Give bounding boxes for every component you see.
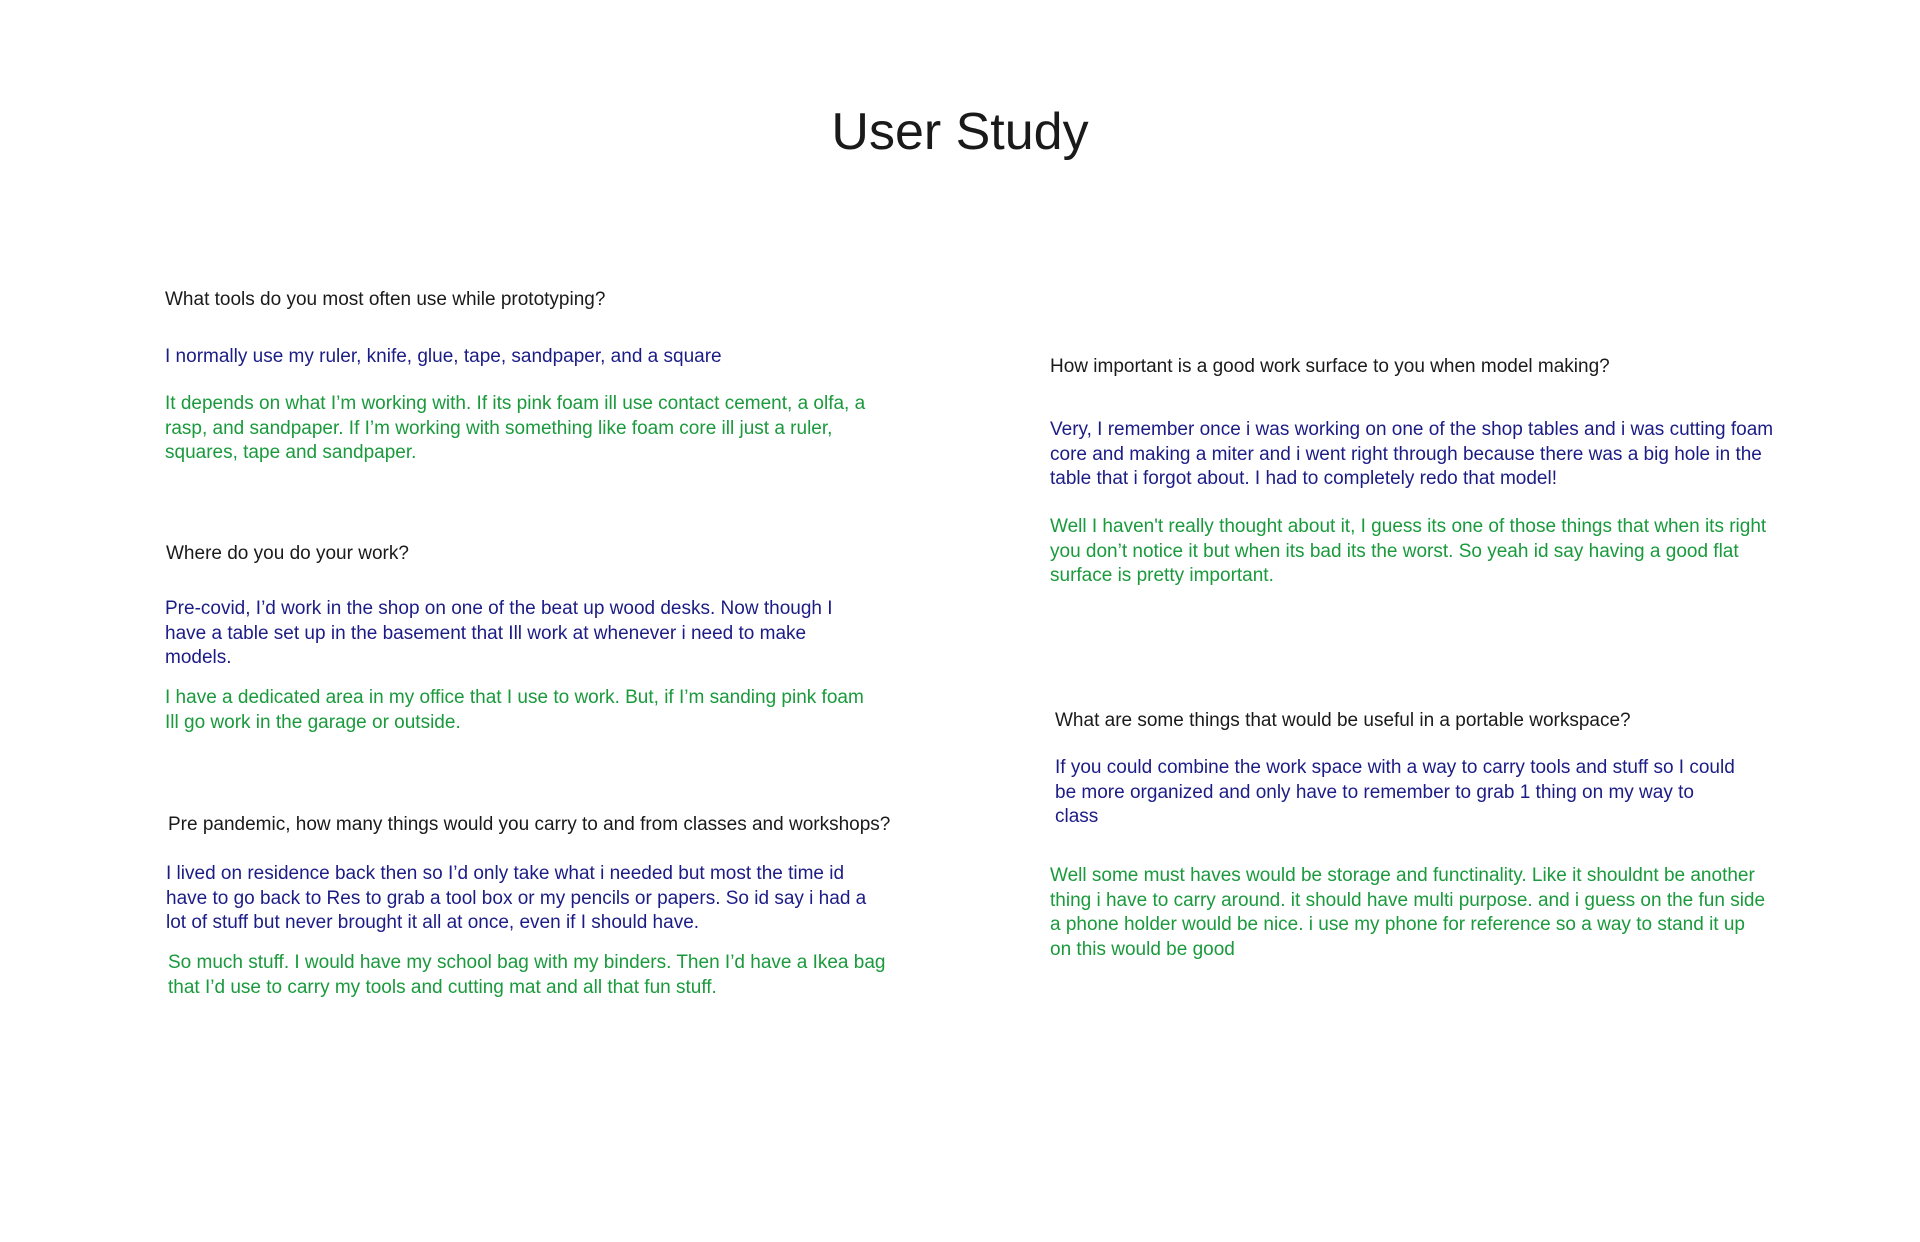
page-title: User Study	[831, 103, 1089, 161]
question-portable-workspace: What are some things that would be useful in a portable workspace?	[1055, 710, 1631, 731]
question-tools: What tools do you most often use while prototyping?	[165, 289, 606, 310]
question-work-surface: How important is a good work surface to you when model making?	[1050, 356, 1610, 377]
question-where: Where do you do your work?	[166, 543, 409, 564]
answer-work-surface-2: Well I haven't really thought about it, I guess its one of those things that when its right you don’t notice it but when its bad its the worst. So yeah id say having a good flat surface is pretty important.	[1050, 516, 1767, 586]
answer-tools-1: I normally use my ruler, knife, glue, tape, sandpaper, and a square	[165, 346, 722, 367]
answer-portable-workspace-2: Well some must haves would be storage and functinality. Like it shouldnt be another thing i have to carry around. it should have multi purpose. and i guess on the fun side a phone holder would be nice. i use my phone for reference so a way to stand it up on this would be good	[1050, 865, 1766, 960]
answer-portable-workspace-1: If you could combine the work space with a way to carry tools and stuff so I could be more organized and only have to remember to grab 1 thing on my way to class	[1055, 757, 1735, 827]
question-carry: Pre pandemic, how many things would you carry to and from classes and workshops?	[168, 814, 891, 835]
answer-where-1: Pre-covid, I’d work in the shop on one of the beat up wood desks. Now though I have a table set up in the basement that Ill work at whenever i need to make models.	[165, 598, 833, 668]
answer-tools-2: It depends on what I’m working with. If its pink foam ill use contact cement, a olfa, a rasp, and sandpaper. If I’m working with something like foam core ill just a ruler, squares, tape and sandpaper.	[165, 393, 866, 463]
answer-carry-1: I lived on residence back then so I’d only take what i needed but most the time id have to go back to Res to grab a tool box or my pencils or papers. So id say i had a lot of stuff but never brought it all at once, even if I should have.	[166, 863, 867, 933]
answer-carry-2: So much stuff. I would have my school bag with my binders. Then I’d have a Ikea bag that I’d use to carry my tools and cutting mat and all that fun stuff.	[168, 952, 886, 998]
answer-work-surface-1: Very, I remember once i was working on one of the shop tables and i was cutting foam core and making a miter and i went right through because there was a big hole in the table that i forgot about. I had to completely redo that model!	[1050, 419, 1774, 489]
answer-where-2: I have a dedicated area in my office that I use to work. But, if I’m sanding pink foam Ill go work in the garage or outside.	[165, 687, 864, 733]
